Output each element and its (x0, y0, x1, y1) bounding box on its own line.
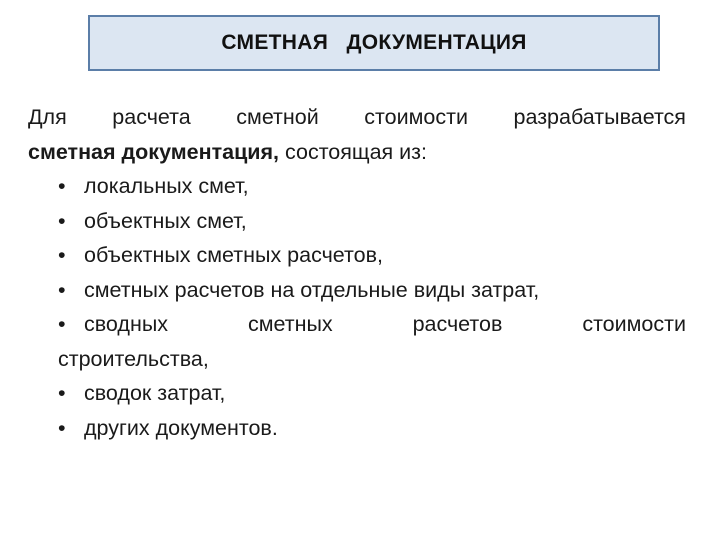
wrapped-word: сводных (84, 312, 169, 336)
list-item (58, 169, 686, 204)
list-item (58, 411, 686, 446)
bullet-icon: • (58, 415, 66, 440)
bullet-icon: • (58, 381, 66, 405)
body-text (28, 100, 686, 445)
title-banner (88, 15, 660, 71)
documents-list (28, 169, 686, 445)
bullet-icon: • (58, 243, 66, 267)
wrapped-word: стоимости (582, 312, 686, 336)
list-item-text: других документов. (84, 415, 278, 440)
page-title: СМЕТНАЯ ДОКУМЕНТАЦИЯ (221, 31, 527, 54)
wrapped-item-words (84, 307, 686, 342)
bullet-icon: • (58, 312, 66, 336)
wrapped-word: сметных (247, 312, 333, 336)
intro-word: расчета (112, 105, 191, 129)
list-item (58, 238, 686, 273)
list-item (58, 307, 686, 376)
list-item-text: сводок затрат, (84, 381, 226, 405)
bullet-icon: • (58, 174, 66, 198)
intro-paragraph (28, 100, 686, 135)
list-item (58, 273, 686, 308)
intro-word: разрабатывается (513, 105, 686, 129)
wrapped-word: расчетов (412, 312, 503, 336)
list-item-text: сметных расчетов на отдельные виды затрат, (84, 277, 540, 302)
list-item-text: локальных смет, (84, 174, 249, 198)
list-item (58, 204, 686, 239)
list-item (58, 376, 686, 411)
bullet-icon: • (58, 277, 66, 302)
intro-rest: состоящая из: (279, 139, 428, 164)
bullet-icon: • (58, 208, 66, 233)
list-item-text: объектных сметных расчетов, (84, 243, 383, 267)
list-item-text: объектных смет, (84, 208, 247, 233)
bold-term: сметная документация, (28, 139, 280, 164)
intro-line-2 (28, 135, 686, 170)
intro-word: Для (28, 105, 67, 129)
wrapped-item-continuation: строительства, (58, 346, 209, 371)
intro-word: сметной (236, 105, 319, 129)
intro-word: стоимости (364, 105, 468, 129)
wrapped-item-line (58, 307, 686, 342)
